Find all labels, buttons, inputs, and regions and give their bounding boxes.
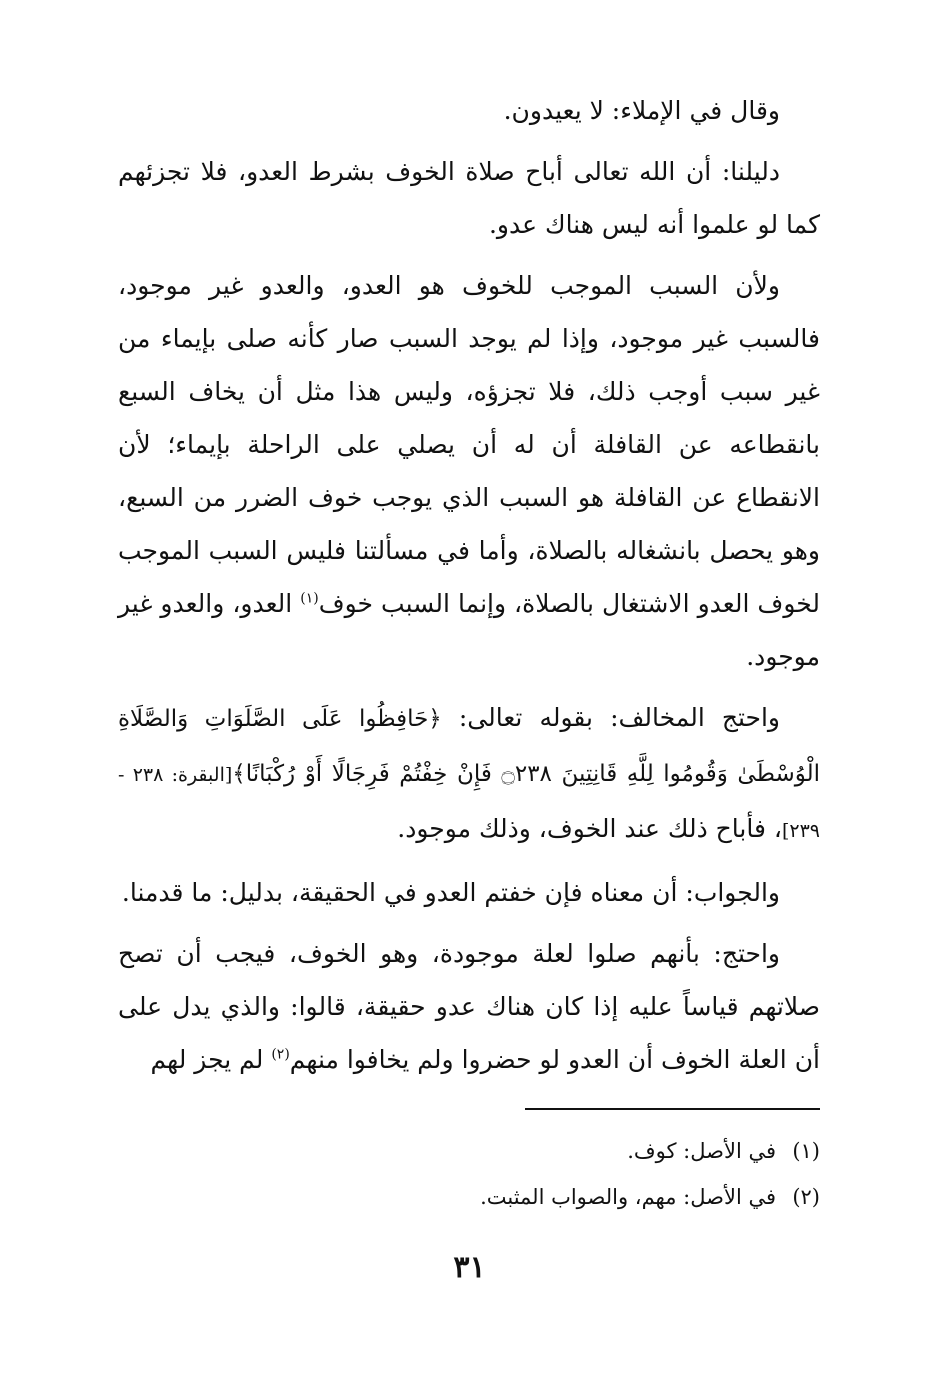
page-number: ٣١	[453, 1250, 486, 1285]
paragraph-opponent-end: ، فأباح ذلك عند الخوف، وذلك موجود.	[397, 814, 782, 843]
footnotes	[118, 1128, 820, 1220]
footnote-1-text: في الأصل: كوف.	[627, 1139, 776, 1163]
footnote-2-text: في الأصل: مهم، والصواب المثبت.	[480, 1185, 776, 1209]
verse-reference: [البقرة: ٢٣٨ - ٢٣٩]	[118, 764, 820, 842]
footnote-marker-2[interactable]: (٢)	[271, 1046, 290, 1063]
paragraph-imla-text: وقال في الإملاء: لا يعيدون.	[503, 96, 780, 125]
paragraph-argument-text: واحتج: بأنهم صلوا لعلة موجودة، وهو الخوف، فيجب أن تصح صلاتهم قياساً عليه إذا كان هناك عدو حقيقة، قالوا: والذي يدل على أن العلة الخوف أن العدو لو حضروا ولم يخافوا منهم	[118, 939, 820, 1074]
main-text	[118, 84, 820, 1094]
footnote-2	[118, 1174, 820, 1220]
paragraph-answer-text: والجواب: أن معناه فإن خفتم العدو في الحقيقة، بدليل: ما قدمنا.	[121, 878, 780, 907]
paragraph-answer	[118, 866, 820, 919]
paragraph-evidence-text: دليلنا: أن الله تعالى أباح صلاة الخوف بشرط العدو، فلا تجزئهم كما لو علموا أنه ليس هناك عدو.	[118, 157, 820, 239]
paragraph-argument	[118, 927, 820, 1086]
paragraph-evidence	[118, 145, 820, 251]
paragraph-cause-text: ولأن السبب الموجب للخوف هو العدو، والعدو غير موجود، فالسبب غير موجود، وإذا لم يوجد السبب صار كأنه صلى بإيماء من غير سبب أوجب ذلك، فلا تجزؤه، وليس هذا مثل أن يخاف السبع بانقطاعه عن القافلة أن له أن يصلي على الراحلة بإيماء؛ لأن الانقطاع عن القافلة هو السبب الذي يوجب خوف الضرر من السبع، وهو يحصل بانشغاله بالصلاة، وأما في مسألتنا فليس السبب الموجب لخوف العدو الاشتغال بالصلاة، وإنما السبب خوف	[118, 271, 821, 618]
paragraph-argument-text-end: لم يجز لهم	[150, 1045, 272, 1074]
paragraph-cause-text-end: العدو، والعدو غير موجود.	[118, 589, 820, 671]
footnote-marker-1[interactable]: (١)	[300, 590, 319, 607]
paragraph-imla	[118, 84, 820, 137]
paragraph-opponent-intro: واحتج المخالف: بقوله تعالى:	[441, 703, 780, 732]
quran-verse: ﴿حَافِظُوا عَلَى الصَّلَوَاتِ وَالصَّلَاةِ الْوُسْطَىٰ وَقُومُوا لِلَّهِ قَانِتِينَ ۝٢٣٨ فَإِنْ خِفْتُمْ فَرِجَالًا أَوْ رُكْبَانًا﴾	[118, 706, 820, 787]
footnote-2-number: (٢)	[792, 1185, 820, 1209]
footnote-1-number: (١)	[792, 1139, 820, 1163]
paragraph-cause	[118, 259, 820, 683]
footnote-divider	[525, 1108, 820, 1110]
paragraph-opponent	[118, 691, 820, 858]
footnote-1	[118, 1128, 820, 1174]
